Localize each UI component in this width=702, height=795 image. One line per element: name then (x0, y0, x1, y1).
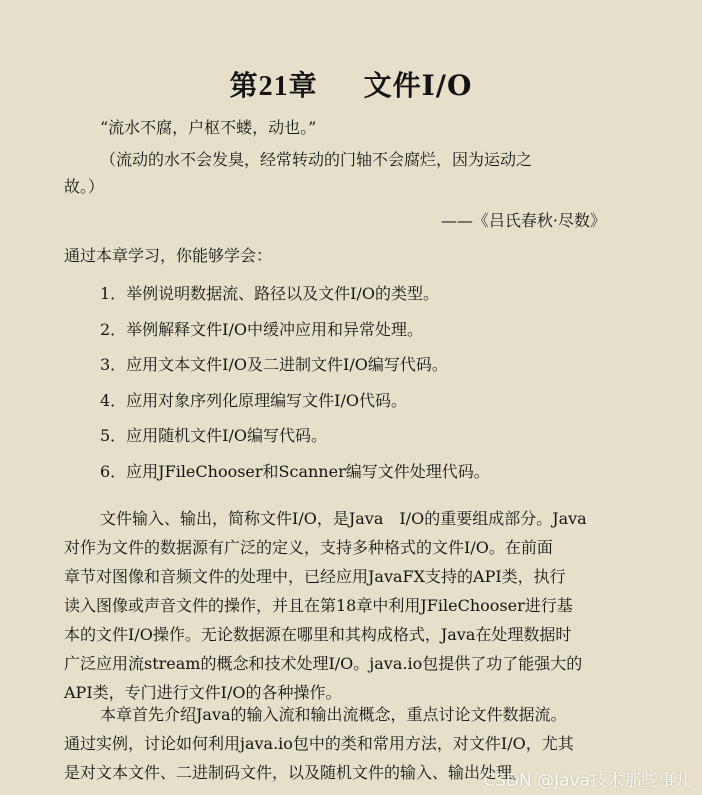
objectives-intro: 通过本章学习，你能够学会： (64, 246, 273, 265)
epigraph-explanation-line1: （流动的水不会发臭，经常转动的门轴不会腐烂，因为运动之 (100, 150, 533, 169)
paragraph-line: 是对文本文件、二进制码文件，以及随机文件的输入、输出处理。 (64, 763, 529, 782)
chapter-number: 21 (258, 71, 289, 102)
paragraph-line: API类，专门进行文件I/O的各种操作。 (64, 683, 342, 702)
epigraph-quote: “流水不腐，户枢不蝼，动也。” (100, 118, 317, 137)
paragraph-line: 广泛应用流stream的概念和技术处理I/O。java.io包提供了功了能强大的 (64, 654, 583, 673)
list-item: 5．应用随机文件I/O编写代码。 (100, 426, 328, 445)
body-paragraph-1 (64, 504, 624, 707)
paragraph-line: 对作为文件的数据源有广泛的定义，支持多种格式的文件I/O。在前面 (64, 538, 553, 557)
paragraph-line: 读入图像或声音文件的操作，并且在第18章中利用JFileChooser进行基 (64, 596, 573, 615)
chapter-title-suffix: 章 (288, 69, 318, 102)
watermark: CSDN @Java技术那些事儿 (483, 771, 692, 791)
chapter-title-prefix: 第 (229, 69, 259, 102)
epigraph-source: ——《吕氏春秋·尽数》 (440, 211, 606, 230)
chapter-name: 文件I/O (363, 69, 473, 102)
chapter-title (0, 64, 702, 104)
paragraph-line: 文件输入、输出，简称文件I/O，是Java I/O的重要组成部分。Java (100, 509, 587, 528)
paragraph-line: 章节对图像和音频文件的处理中，已经应用JavaFX支持的API类，执行 (64, 567, 566, 586)
paragraph-line: 本的文件I/O操作。无论数据源在哪里和其构成格式，Java在处理数据时 (64, 625, 572, 644)
objectives-list (100, 276, 490, 489)
list-item: 1．举例说明数据流、路径以及文件I/O的类型。 (100, 284, 440, 303)
paragraph-line: 本章首先介绍Java的输入流和输出流概念，重点讨论文件数据流。 (100, 705, 567, 724)
paragraph-line: 通过实例，讨论如何利用java.io包中的类和常用方法，对文件I/O，尤其 (64, 734, 574, 753)
list-item: 4．应用对象序列化原理编写文件I/O代码。 (100, 390, 408, 410)
list-item: 3．应用文本文件I/O及二进制文件I/O编写代码。 (100, 355, 448, 374)
epigraph-explanation-line2: 故。） (64, 177, 105, 196)
list-item: 2．举例解释文件I/O中缓冲应用和异常处理。 (100, 319, 424, 339)
list-item: 6．应用JFileChooser和Scanner编写文件处理代码。 (100, 461, 490, 481)
